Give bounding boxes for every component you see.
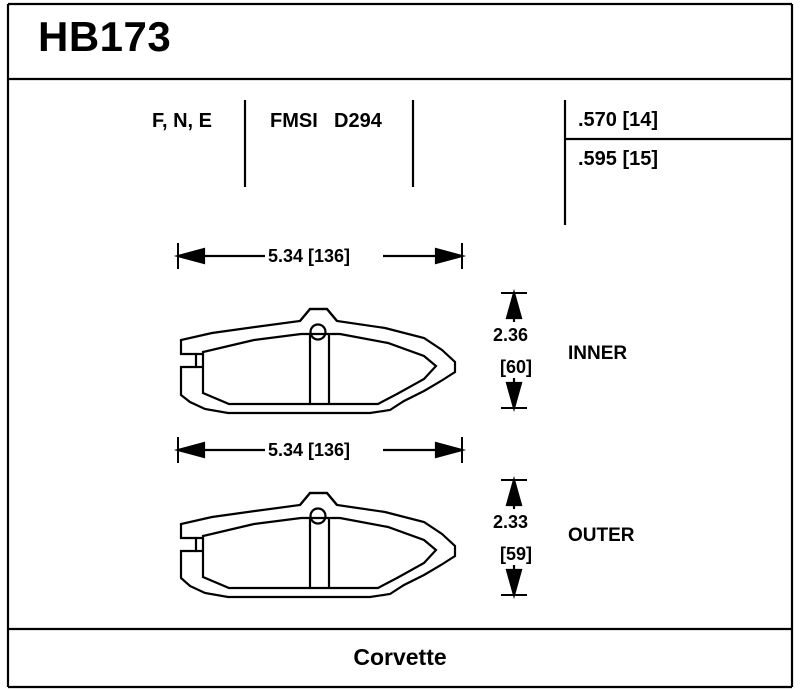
compound-codes: F, N, E: [152, 110, 213, 132]
header-column-dividers: [245, 100, 792, 225]
thickness-value-outer: .595 [15]: [578, 148, 659, 170]
outer-pad-width-label: 5.34 [136]: [268, 440, 351, 460]
inner-height-dimension: [501, 293, 527, 408]
frame-border: [8, 4, 792, 687]
fmsi-label: FMSI: [270, 110, 318, 132]
outer-pad-height-inches: 2.33: [493, 512, 529, 532]
page-title: HB173: [38, 13, 172, 60]
vehicle-name: Corvette: [353, 644, 447, 670]
outer-pad-label: OUTER: [568, 525, 635, 546]
fmsi-value: D294: [334, 110, 382, 132]
outer-brake-pad-shape: [181, 493, 455, 597]
header-rules: [8, 79, 792, 629]
inner-brake-pad-shape: [181, 309, 455, 413]
inner-pad-height-inches: 2.36: [493, 325, 529, 345]
inner-pad-width-label: 5.34 [136]: [268, 246, 351, 266]
outer-pad-height-mm: [59]: [500, 544, 533, 564]
inner-pad-label: INNER: [568, 343, 628, 364]
inner-pad-height-mm: [60]: [500, 357, 533, 377]
thickness-value-inner: .570 [14]: [578, 109, 659, 131]
outer-height-dimension: [501, 480, 527, 595]
